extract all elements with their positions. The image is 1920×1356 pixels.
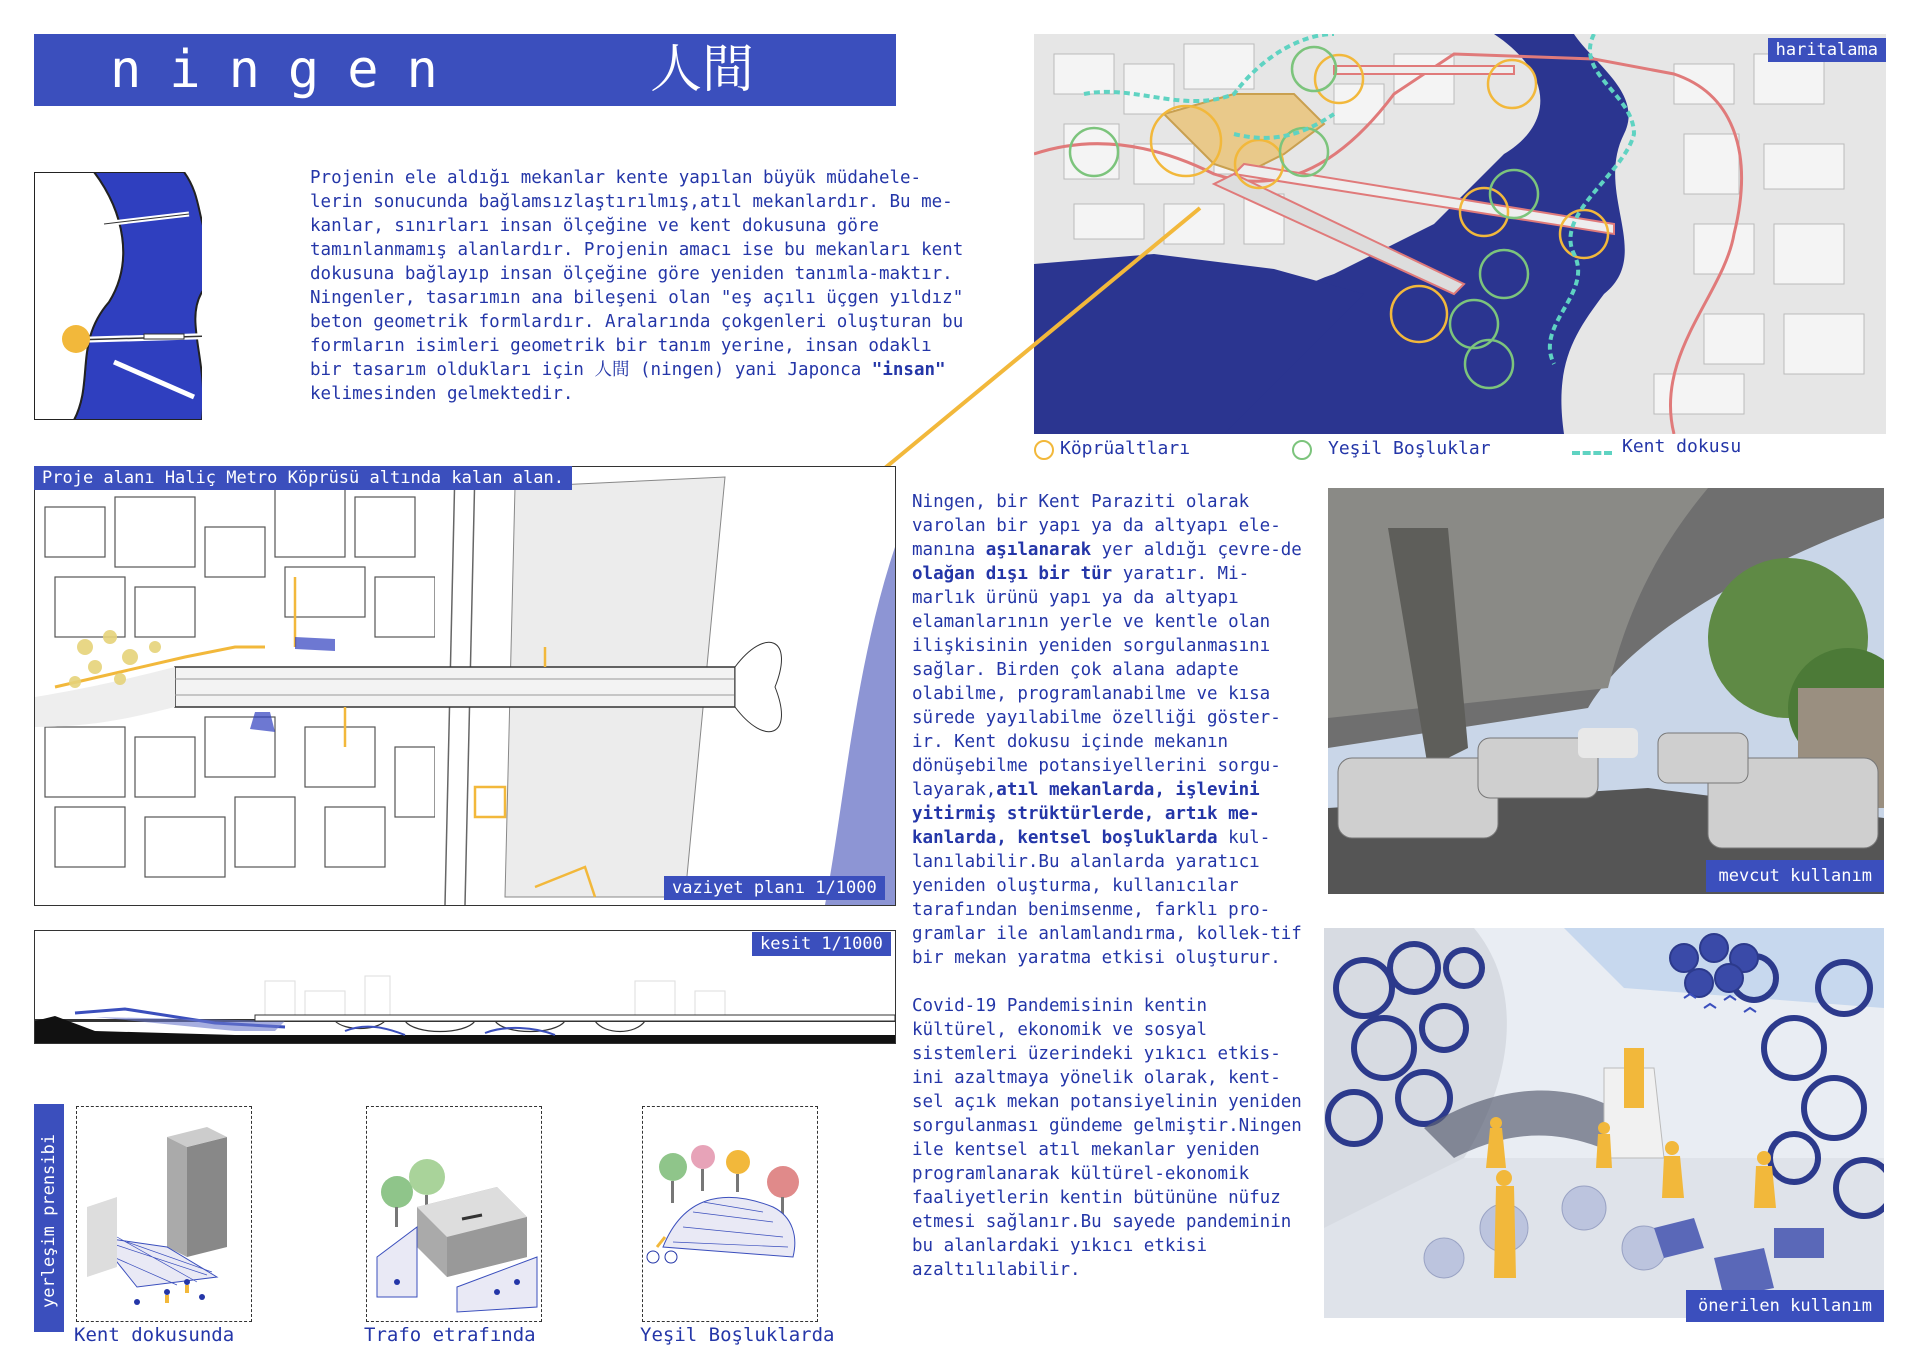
section-label: kesit 1/1000 <box>752 932 891 956</box>
page-title-kanji: 人間 <box>650 40 755 100</box>
legend-fabric-icon <box>1572 451 1612 455</box>
site-label: Proje alanı Haliç Metro Köprüsü altında kalan alan. <box>34 466 572 490</box>
principle-diagram-3 <box>642 1106 818 1322</box>
site-plan-label: vaziyet planı 1/1000 <box>664 876 885 900</box>
principle-caption-3: Yeşil Boşluklarda <box>640 1324 835 1346</box>
site-plan-icon <box>35 467 895 905</box>
concept-text <box>912 490 1306 1282</box>
principle-caption-1: Kent dokusunda <box>74 1324 235 1346</box>
concept-paragraph-2: Covid-19 Pandemisinin kentin kültürel, ekonomik ve sosyal sistemleri üzerindeki yıkıcı etkis-ini azaltmaya yönelik olarak, kent-sel açık mekan potansiyelinin yeniden sorgulanması gündeme gelmiştir.Ningen ile kentsel atıl mekanlar yeniden programlanarak kültürel-ekonomik faaliyetlerin kentin bütününe nüfuz etmesi sağlanır.Bu sayede pandeminin bu alanlardaki yıkıcı etkisi azaltılılabilir. <box>912 996 1302 1280</box>
legend-fabric-label: Kent dokusu <box>1622 436 1742 457</box>
proposed-render-icon <box>1324 928 1884 1318</box>
proposed-use-render <box>1324 928 1884 1318</box>
principle-caption-2: Trafo etrafında <box>364 1324 536 1346</box>
legend-green-label: Yeşil Boşluklar <box>1328 438 1491 459</box>
axonometric-diagram-icon <box>367 1107 541 1321</box>
intro-paragraph-2: Ningenler, tasarımın ana bileşeni olan "eş açılı üçgen yıldız" beton geometrik formlardır. Aralarında çokgenleri oluşturan bu formların isimleri geometrik bir tanım yerine, insan odaklı bir tasarım oldukları için 人間 (ningen) yani Japonca "insan" kelimesinden gelmektedir. <box>310 288 964 404</box>
site-plan <box>34 466 896 906</box>
concept-paragraph-1: Ningen, bir Kent Paraziti olarak varolan bir yapı ya da altyapı ele-manına aşılanarak yer aldığı çevre-de olağan dışı bir tür yaratır. Mi-marlık ürünü yapı ya da altyapı elamanlarının yerle ve kentle olan ilişkisinin yeniden sorgulanmasını sağlar. Birden çok alana adapte olabilme, programlanabilme ve kısa sürede yayılabilme özelliği göster-ir. Kent dokusu içinde mekanın dönüşebilme potansiyellerini sorgu-layarak,atıl mekanlarda, işlevini yitirmiş strüktürlerde, artık me-kanlarda, kentsel boşluklarda kul-lanılabilir.Bu alanlarda yaratıcı yeniden oluşturma, kullanıcılar tarafından benimsenme, farklı pro-gramlar ile anlamlandırma, kollek-tif bir mekan yaratma etkisi oluşturur. <box>912 492 1302 968</box>
underpass-photo-icon <box>1328 488 1884 894</box>
principle-diagram-1 <box>76 1106 252 1322</box>
principle-diagram-2 <box>366 1106 542 1322</box>
page-title: ningen <box>110 40 466 100</box>
current-use-label: mevcut kullanım <box>1706 860 1884 892</box>
mapping-label: haritalama <box>1768 38 1886 62</box>
leader-line <box>860 200 1220 490</box>
legend-underpass-label: Köprüaltları <box>1060 438 1191 459</box>
legend-green-icon <box>1292 440 1312 460</box>
current-use-photo <box>1328 488 1884 894</box>
intro-paragraph-1: Projenin ele aldığı mekanlar kente yapılan büyük müdahele-lerin sonucunda bağlamsızlaştırılmış,atıl mekanlardır. Bu me-kanlar, sınırları insan ölçeğine ve kent dokusuna göre tamınlanmamış alanlardır. Projenin amacı ise bu mekanları kent dokusuna bağlayıp insan ölçeğine göre yeniden tanımla-maktır. <box>310 168 964 284</box>
axonometric-diagram-icon <box>77 1107 251 1321</box>
axonometric-diagram-icon <box>643 1107 817 1321</box>
placement-label: yerleşim prensibi <box>39 1134 59 1308</box>
proposed-use-label: önerilen kullanım <box>1686 1290 1884 1322</box>
key-map-icon <box>34 172 202 420</box>
key-map-image <box>34 172 202 420</box>
